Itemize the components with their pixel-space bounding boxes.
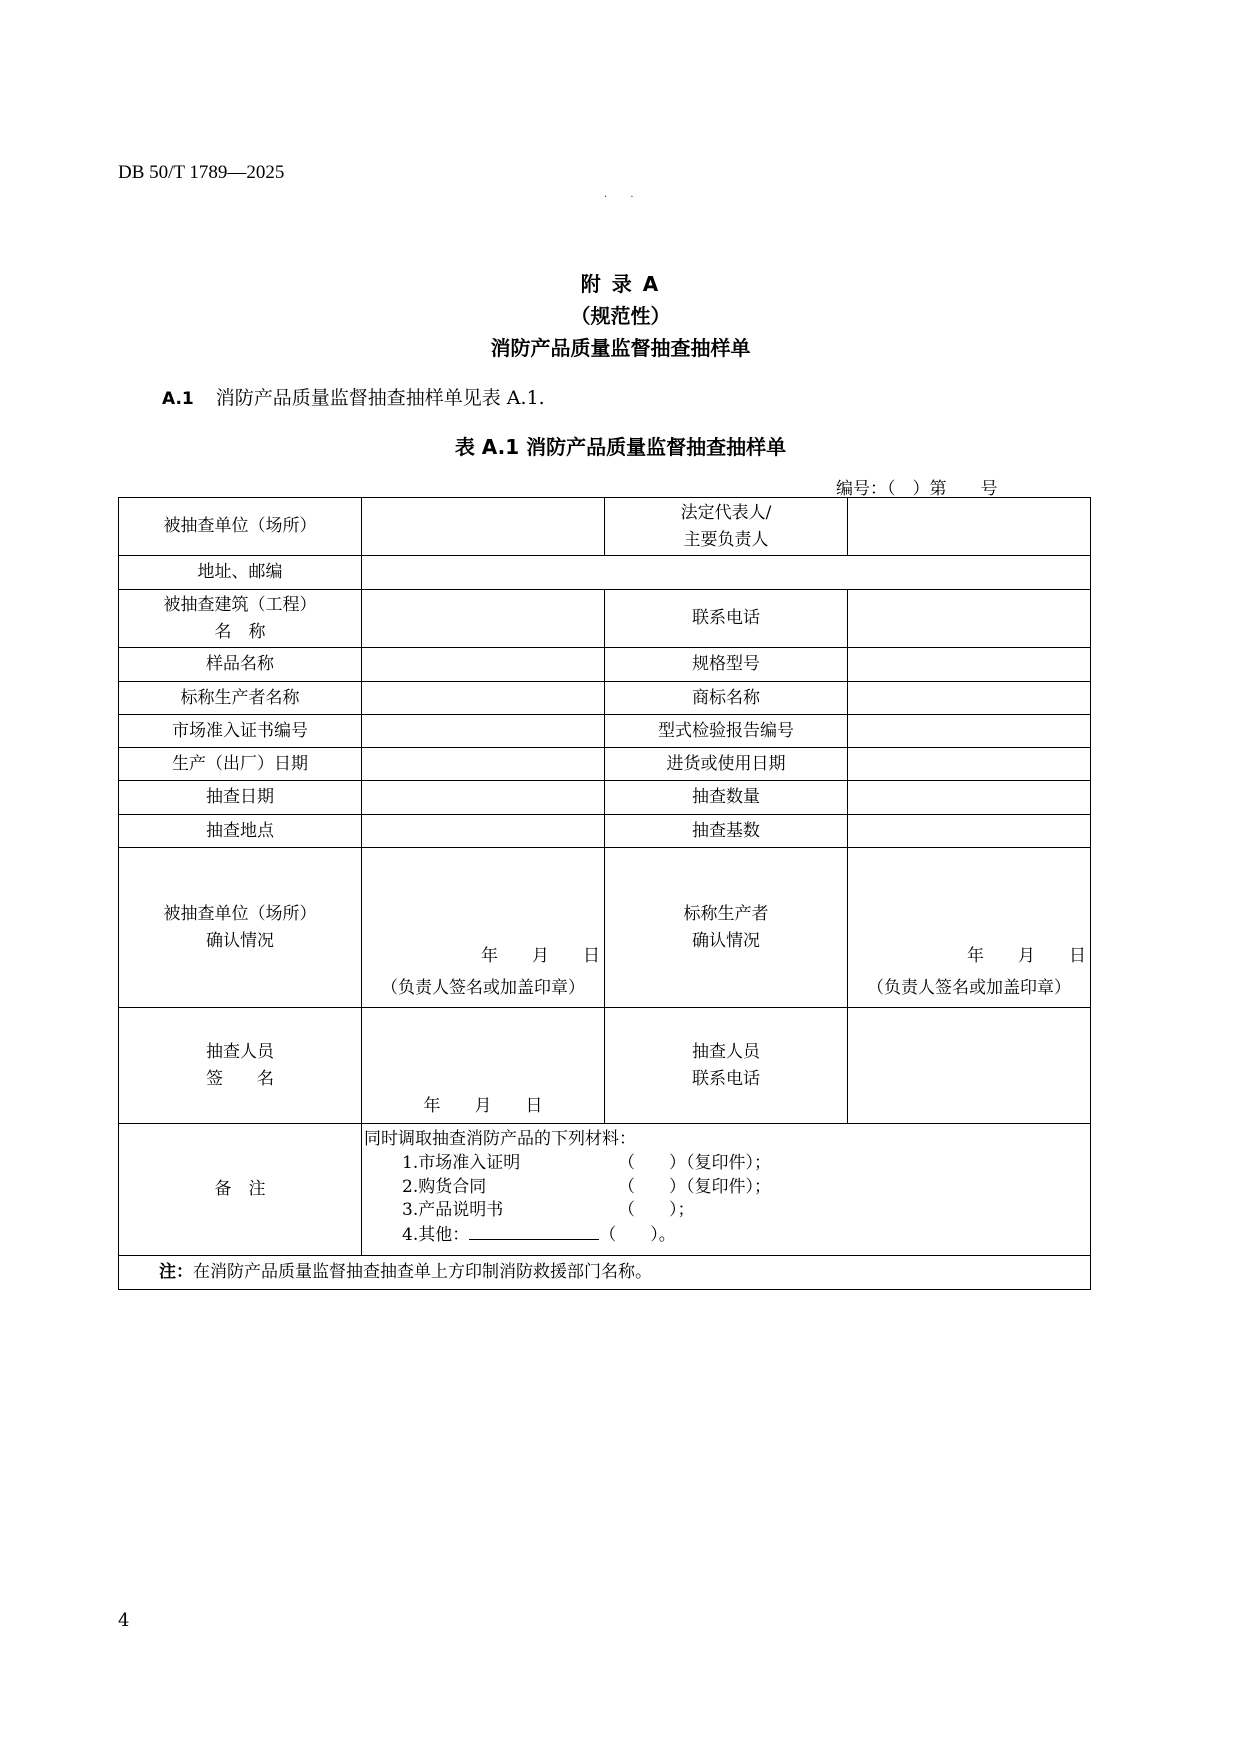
table-row	[119, 815, 1091, 848]
unit-signature-cell[interactable]	[362, 848, 605, 1008]
appendix-title: 消防产品质量监督抽查抽样单	[490, 336, 751, 360]
table-note	[119, 1256, 1091, 1290]
label-purchase-date: 进货或使用日期	[605, 748, 848, 781]
appendix-nature: （规范性）	[570, 304, 671, 328]
value-prod-date[interactable]	[362, 748, 605, 781]
document-id: DB 50/T 1789—2025	[118, 162, 285, 183]
label-remarks: 备 注	[119, 1124, 362, 1256]
label-phone: 联系电话	[605, 590, 848, 648]
value-phone[interactable]	[848, 590, 1091, 648]
table-row	[119, 590, 1091, 648]
value-sample-name[interactable]	[362, 648, 605, 682]
label-spec-model: 规格型号	[605, 648, 848, 682]
label-check-date: 抽查日期	[119, 781, 362, 815]
label-trademark: 商标名称	[605, 682, 848, 715]
value-check-qty[interactable]	[848, 781, 1091, 815]
label-check-place: 抽查地点	[119, 815, 362, 848]
serial-number: 编号：（ ）第 号	[836, 479, 998, 499]
value-address[interactable]	[362, 556, 1091, 590]
label-unit-confirm: 被抽查单位（场所） 确认情况	[119, 848, 362, 1008]
value-trademark[interactable]	[848, 682, 1091, 715]
value-inspected-unit[interactable]	[362, 498, 605, 556]
table-row	[119, 498, 1091, 556]
table-row	[119, 781, 1091, 815]
table-row	[119, 715, 1091, 748]
label-check-qty: 抽查数量	[605, 781, 848, 815]
clause-a1	[162, 383, 545, 410]
remarks-item: 2.购货合同 （ ）（复印件）；	[402, 1176, 771, 1197]
remarks-item: 4.其他： （ ）。	[402, 1225, 676, 1246]
label-manufacturer: 标称生产者名称	[119, 682, 362, 715]
table-row	[119, 748, 1091, 781]
table-title: 表 A.1 消防产品质量监督抽查抽样单	[454, 435, 787, 459]
label-inspector-phone: 抽查人员 联系电话	[605, 1008, 848, 1124]
value-spec-model[interactable]	[848, 648, 1091, 682]
remarks-intro: 同时调取抽查消防产品的下列材料：	[364, 1129, 636, 1149]
value-cert-no[interactable]	[362, 715, 605, 748]
label-check-base: 抽查基数	[605, 815, 848, 848]
unit-sign-note: （负责人签名或加盖印章）	[381, 977, 585, 998]
appendix-label: 附 录 A	[580, 272, 661, 296]
value-legal-rep[interactable]	[848, 498, 1091, 556]
value-check-place[interactable]	[362, 815, 605, 848]
value-check-date[interactable]	[362, 781, 605, 815]
unit-sign-date: 年 月 日	[481, 945, 600, 966]
mfr-sign-date: 年 月 日	[967, 945, 1086, 966]
other-blank-line[interactable]	[469, 1223, 599, 1240]
label-mfr-confirm: 标称生产者 确认情况	[605, 848, 848, 1008]
label-inspected-unit: 被抽查单位（场所）	[119, 498, 362, 556]
table-row	[119, 556, 1091, 590]
label-inspector: 抽查人员 签 名	[119, 1008, 362, 1124]
inspector-signature-cell[interactable]	[362, 1008, 605, 1124]
value-building[interactable]	[362, 590, 605, 648]
table-row	[119, 682, 1091, 715]
note-label: 注：	[159, 1262, 193, 1283]
label-address: 地址、邮编	[119, 556, 362, 590]
page-number: 4	[118, 1610, 130, 1631]
table-row	[119, 848, 1091, 1008]
label-type-report: 型式检验报告编号	[605, 715, 848, 748]
table-row	[119, 648, 1091, 682]
sampling-form-table	[118, 497, 1091, 1290]
table-row	[119, 1256, 1091, 1290]
label-legal-rep: 法定代表人/ 主要负责人	[605, 498, 848, 556]
header-dots: · ·	[604, 192, 644, 203]
clause-text: 消防产品质量监督抽查抽样单见表 A.1.	[215, 387, 545, 409]
remarks-item: 3.产品说明书 （ ）；	[402, 1200, 695, 1221]
clause-number: A.1	[162, 389, 194, 409]
remarks-item: 1.市场准入证明 （ ）（复印件）；	[402, 1152, 771, 1173]
mfr-signature-cell[interactable]	[848, 848, 1091, 1008]
label-prod-date: 生产（出厂）日期	[119, 748, 362, 781]
label-sample-name: 样品名称	[119, 648, 362, 682]
inspector-sign-date: 年 月 日	[423, 1095, 543, 1116]
value-inspector-phone[interactable]	[848, 1008, 1091, 1124]
table-row	[119, 1124, 1091, 1256]
mfr-sign-note: （负责人签名或加盖印章）	[867, 977, 1071, 998]
value-manufacturer[interactable]	[362, 682, 605, 715]
remarks-content	[362, 1124, 1091, 1256]
note-text: 在消防产品质量监督抽查抽查单上方印制消防救援部门名称。	[193, 1262, 652, 1283]
value-purchase-date[interactable]	[848, 748, 1091, 781]
table-row	[119, 1008, 1091, 1124]
label-cert-no: 市场准入证书编号	[119, 715, 362, 748]
value-type-report[interactable]	[848, 715, 1091, 748]
label-building: 被抽查建筑（工程） 名 称	[119, 590, 362, 648]
value-check-base[interactable]	[848, 815, 1091, 848]
